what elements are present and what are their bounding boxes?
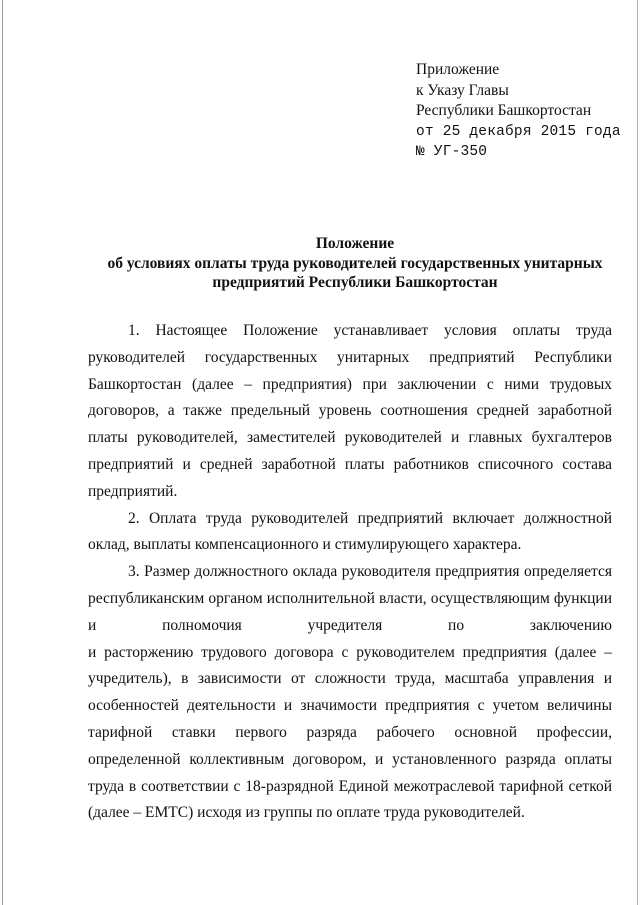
paragraph-3-continuation: и расторжению трудового договора с руководителем предприятия (далее – учредитель), в зависимости от сложности труда, масштаба управления и особенностей деятельности и значимости предприятия с учетом величины тарифной ставки первого разряда рабочего основной профессии, определенной коллективным договором, и установленного разряда оплаты труда в соответствии с 18-разрядной Единой межотраслевой тарифной сеткой (далее – ЕМТС) исходя из группы по оплате труда руководителей.: [88, 643, 612, 822]
paragraph-2: 2. Оплата труда руководителей предприятий включает должностной оклад, выплаты компенсационного и стимулирующего характера.: [88, 509, 612, 554]
title-line-3: предприятий Республики Башкортостан: [212, 274, 498, 291]
document-title: [70, 234, 640, 293]
appendix-header: [416, 60, 636, 163]
paragraph-3-start: 3. Размер должностного оклада руководителя предприятия определяется республиканским органом исполнительной власти, осуществляющим функции и полномочия учредителя по заключению: [88, 563, 612, 634]
paragraph-1: 1. Настоящее Положение устанавливает условия оплаты труда руководителей государственных унитарных предприятий Республики Башкортостан (далее – предприятия) при заключении с ними трудовых договоров, а также предельный уровень соотношения средней заработной платы руководителей, заместителей руководителей и главных бухгалтеров предприятий и средней заработной платы работников списочного состава предприятий.: [88, 322, 612, 500]
appendix-date: от 25 декабря 2015 года: [416, 123, 621, 140]
appendix-region: Республики Башкортостан: [416, 102, 592, 119]
title-line-2: об условиях оплаты труда руководителей государственных унитарных: [107, 254, 603, 272]
appendix-label: Приложение: [416, 61, 500, 78]
document-body: [88, 318, 612, 827]
appendix-reference: к Указу Главы: [416, 81, 509, 99]
page-edge-left: [2, 0, 3, 905]
appendix-number: № УГ-350: [416, 144, 488, 160]
page-edge-right: [637, 0, 638, 905]
title-line-1: Положение: [315, 235, 395, 252]
